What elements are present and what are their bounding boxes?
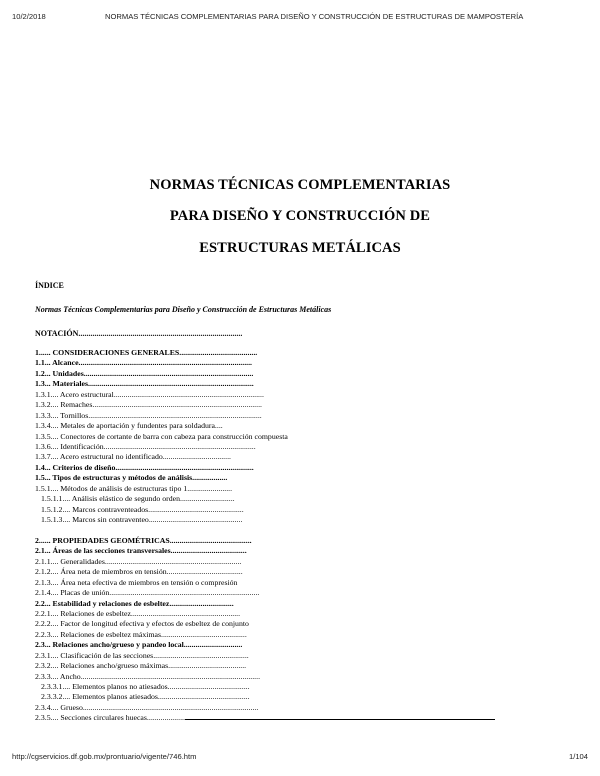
toc-entry-text: 2.3.3.2.... Elementos planos atiesados...............................................: [41, 692, 250, 702]
toc-entry[interactable]: [35, 484, 505, 494]
toc-entry[interactable]: [35, 390, 505, 400]
toc-entry[interactable]: [35, 661, 505, 671]
toc-entry[interactable]: [35, 536, 505, 546]
toc-entry-text: 2.2.1.... Relaciones de esbeltez........................................................: [35, 608, 241, 618]
toc-entry[interactable]: [35, 619, 505, 629]
toc-entry-text: 1.2... Unidades.......................................................................................: [35, 368, 254, 378]
toc-spacer: [35, 525, 505, 535]
toc-entry[interactable]: [35, 557, 505, 567]
print-footer: [12, 752, 588, 764]
toc-entry-text: 2.3.2.... Relaciones ancho/grueso máximas........................................: [35, 661, 247, 671]
toc-entry-text: 1.5.1.... Métodos de análisis de estructuras tipo 1.......................: [35, 483, 233, 493]
toc-entry-text: 2.1.4.... Placas de unión.............................................................................: [35, 588, 260, 598]
toc-notation-link[interactable]: NOTACIÓN..................................................................................: [35, 329, 243, 338]
toc-entry[interactable]: [35, 505, 505, 515]
toc-entry-text: 1.5.1.3.... Marcos sin contraventeo................................................: [41, 515, 243, 524]
toc-entry-text: 2...... PROPIEDADES GEOMÉTRICAS..........................................: [35, 535, 252, 545]
toc-entry-text: 1.4... Criterios de diseño.......................................................................: [35, 462, 254, 472]
document-title-line-1: NORMAS TÉCNICAS COMPLEMENTARIAS: [149, 177, 451, 193]
toc-entry[interactable]: [35, 588, 505, 598]
toc-entry[interactable]: [35, 703, 505, 713]
toc-entry[interactable]: [35, 369, 505, 379]
toc-entry-text: 2.3.1.... Clasificación de las secciones.................................................: [35, 650, 249, 660]
toc-entry[interactable]: [35, 567, 505, 577]
toc-entry[interactable]: [35, 494, 505, 504]
toc-entry-text: 2.2... Estabilidad y relaciones de esbeltez.................................: [35, 598, 234, 608]
toc-entry[interactable]: [35, 630, 505, 640]
toc-entry-text: 1.3.1.... Acero estructural.............................................................................: [35, 389, 264, 399]
toc-entry[interactable]: [35, 358, 505, 368]
table-of-contents: [35, 348, 505, 724]
toc-entry[interactable]: [35, 421, 505, 431]
toc-entry[interactable]: [35, 348, 505, 358]
toc-entry-text: 2.1... Áreas de las secciones transversales.......................................: [35, 546, 247, 556]
toc-entry[interactable]: [35, 546, 505, 556]
toc-entry[interactable]: [35, 609, 505, 619]
toc-entry-text: 1.3.7.... Acero estructural no identificado...................................: [35, 452, 231, 462]
toc-entry-text: 1.3.5.... Conectores de cortante de barra con cabeza para construcción compuesta: [35, 431, 288, 441]
toc-entry-text: 1.3.2.... Remaches.......................................................................................: [35, 400, 262, 410]
toc-entry-text: 2.2.3.... Relaciones de esbeltez máximas............................................: [35, 629, 247, 639]
toc-entry[interactable]: [35, 640, 505, 650]
toc-entry[interactable]: [35, 400, 505, 410]
toc-entry-text: 1.3... Materiales.....................................................................................: [35, 379, 254, 389]
print-header-title: NORMAS TÉCNICAS COMPLEMENTARIAS PARA DISEÑO Y CONSTRUCCIÓN DE ESTRUCTURAS DE MAMPOSTERÍA: [105, 12, 524, 21]
document-title-line-2: PARA DISEÑO Y CONSTRUCCIÓN DE: [169, 208, 431, 224]
toc-entry-text: 1...... CONSIDERACIONES GENERALES........................................: [35, 348, 258, 357]
toc-entry-text: 1.5.1.1.... Análisis elástico de segundo orden............................: [41, 494, 235, 504]
toc-entry[interactable]: [35, 463, 505, 473]
toc-entry[interactable]: [35, 379, 505, 389]
toc-entry-text: 1.3.6.... Identificación..............................................................................: [35, 441, 256, 451]
toc-entry[interactable]: [35, 578, 505, 588]
print-date: 10/2/2018: [12, 12, 46, 21]
print-header: [12, 12, 588, 24]
toc-entry-text: 2.3.3.... Ancho............................................................................................: [35, 671, 261, 681]
index-heading: ÍNDICE: [35, 281, 64, 290]
page-divider: [185, 719, 495, 720]
toc-entry-text: 1.5... Tipos de estructuras y métodos de análisis..................: [35, 473, 228, 483]
toc-entry[interactable]: [35, 672, 505, 682]
toc-entry-text: 1.5.1.2.... Marcos contraventeados.................................................: [41, 504, 244, 514]
toc-entry[interactable]: [35, 432, 505, 442]
toc-entry-text: 2.3... Relaciones ancho/grueso y pandeo local..............................: [35, 640, 243, 650]
toc-entry[interactable]: [35, 442, 505, 452]
toc-entry[interactable]: [35, 473, 505, 483]
toc-entry[interactable]: [35, 599, 505, 609]
toc-entry[interactable]: [35, 651, 505, 661]
print-url: http://cgservicios.df.gob.mx/prontuario/vigente/746.htm: [12, 752, 197, 761]
toc-entry-text: 1.3.3.... Tornillos.........................................................................................: [35, 410, 262, 420]
page-number: 1/104: [568, 752, 588, 761]
toc-entry-text: 1.3.4.... Metales de aportación y fundentes para soldadura....: [35, 421, 223, 431]
toc-entry[interactable]: [35, 692, 505, 702]
toc-entry-text: 2.3.4.... Grueso..........................................................................................: [35, 702, 259, 712]
toc-entry-text: 2.2.2.... Factor de longitud efectiva y efectos de esbeltez de conjunto: [35, 619, 249, 629]
toc-entry-text: 2.3.3.1.... Elementos planos no atiesados..........................................: [41, 682, 250, 691]
toc-entry[interactable]: [35, 515, 505, 525]
toc-entry[interactable]: [35, 452, 505, 462]
toc-entry[interactable]: [35, 682, 505, 692]
toc-entry-text: 1.1... Alcance.........................................................................................: [35, 358, 253, 368]
toc-entry-text: 2.1.1.... Generalidades......................................................................: [35, 556, 242, 566]
index-subtitle: Normas Técnicas Complementarias para Diseño y Construcción de Estructuras Metálicas: [35, 305, 332, 314]
toc-entry[interactable]: [35, 411, 505, 421]
toc-entry-text: 2.1.3.... Área neta efectiva de miembros en tensión o compresión: [35, 577, 238, 587]
toc-entry-text: 2.3.5.... Secciones circulares huecas....................................................: [35, 713, 249, 723]
toc-entry-text: 2.1.2.... Área neta de miembros en tensión.......................................: [35, 567, 243, 577]
document-title-line-3: ESTRUCTURAS METÁLICAS: [199, 240, 401, 256]
